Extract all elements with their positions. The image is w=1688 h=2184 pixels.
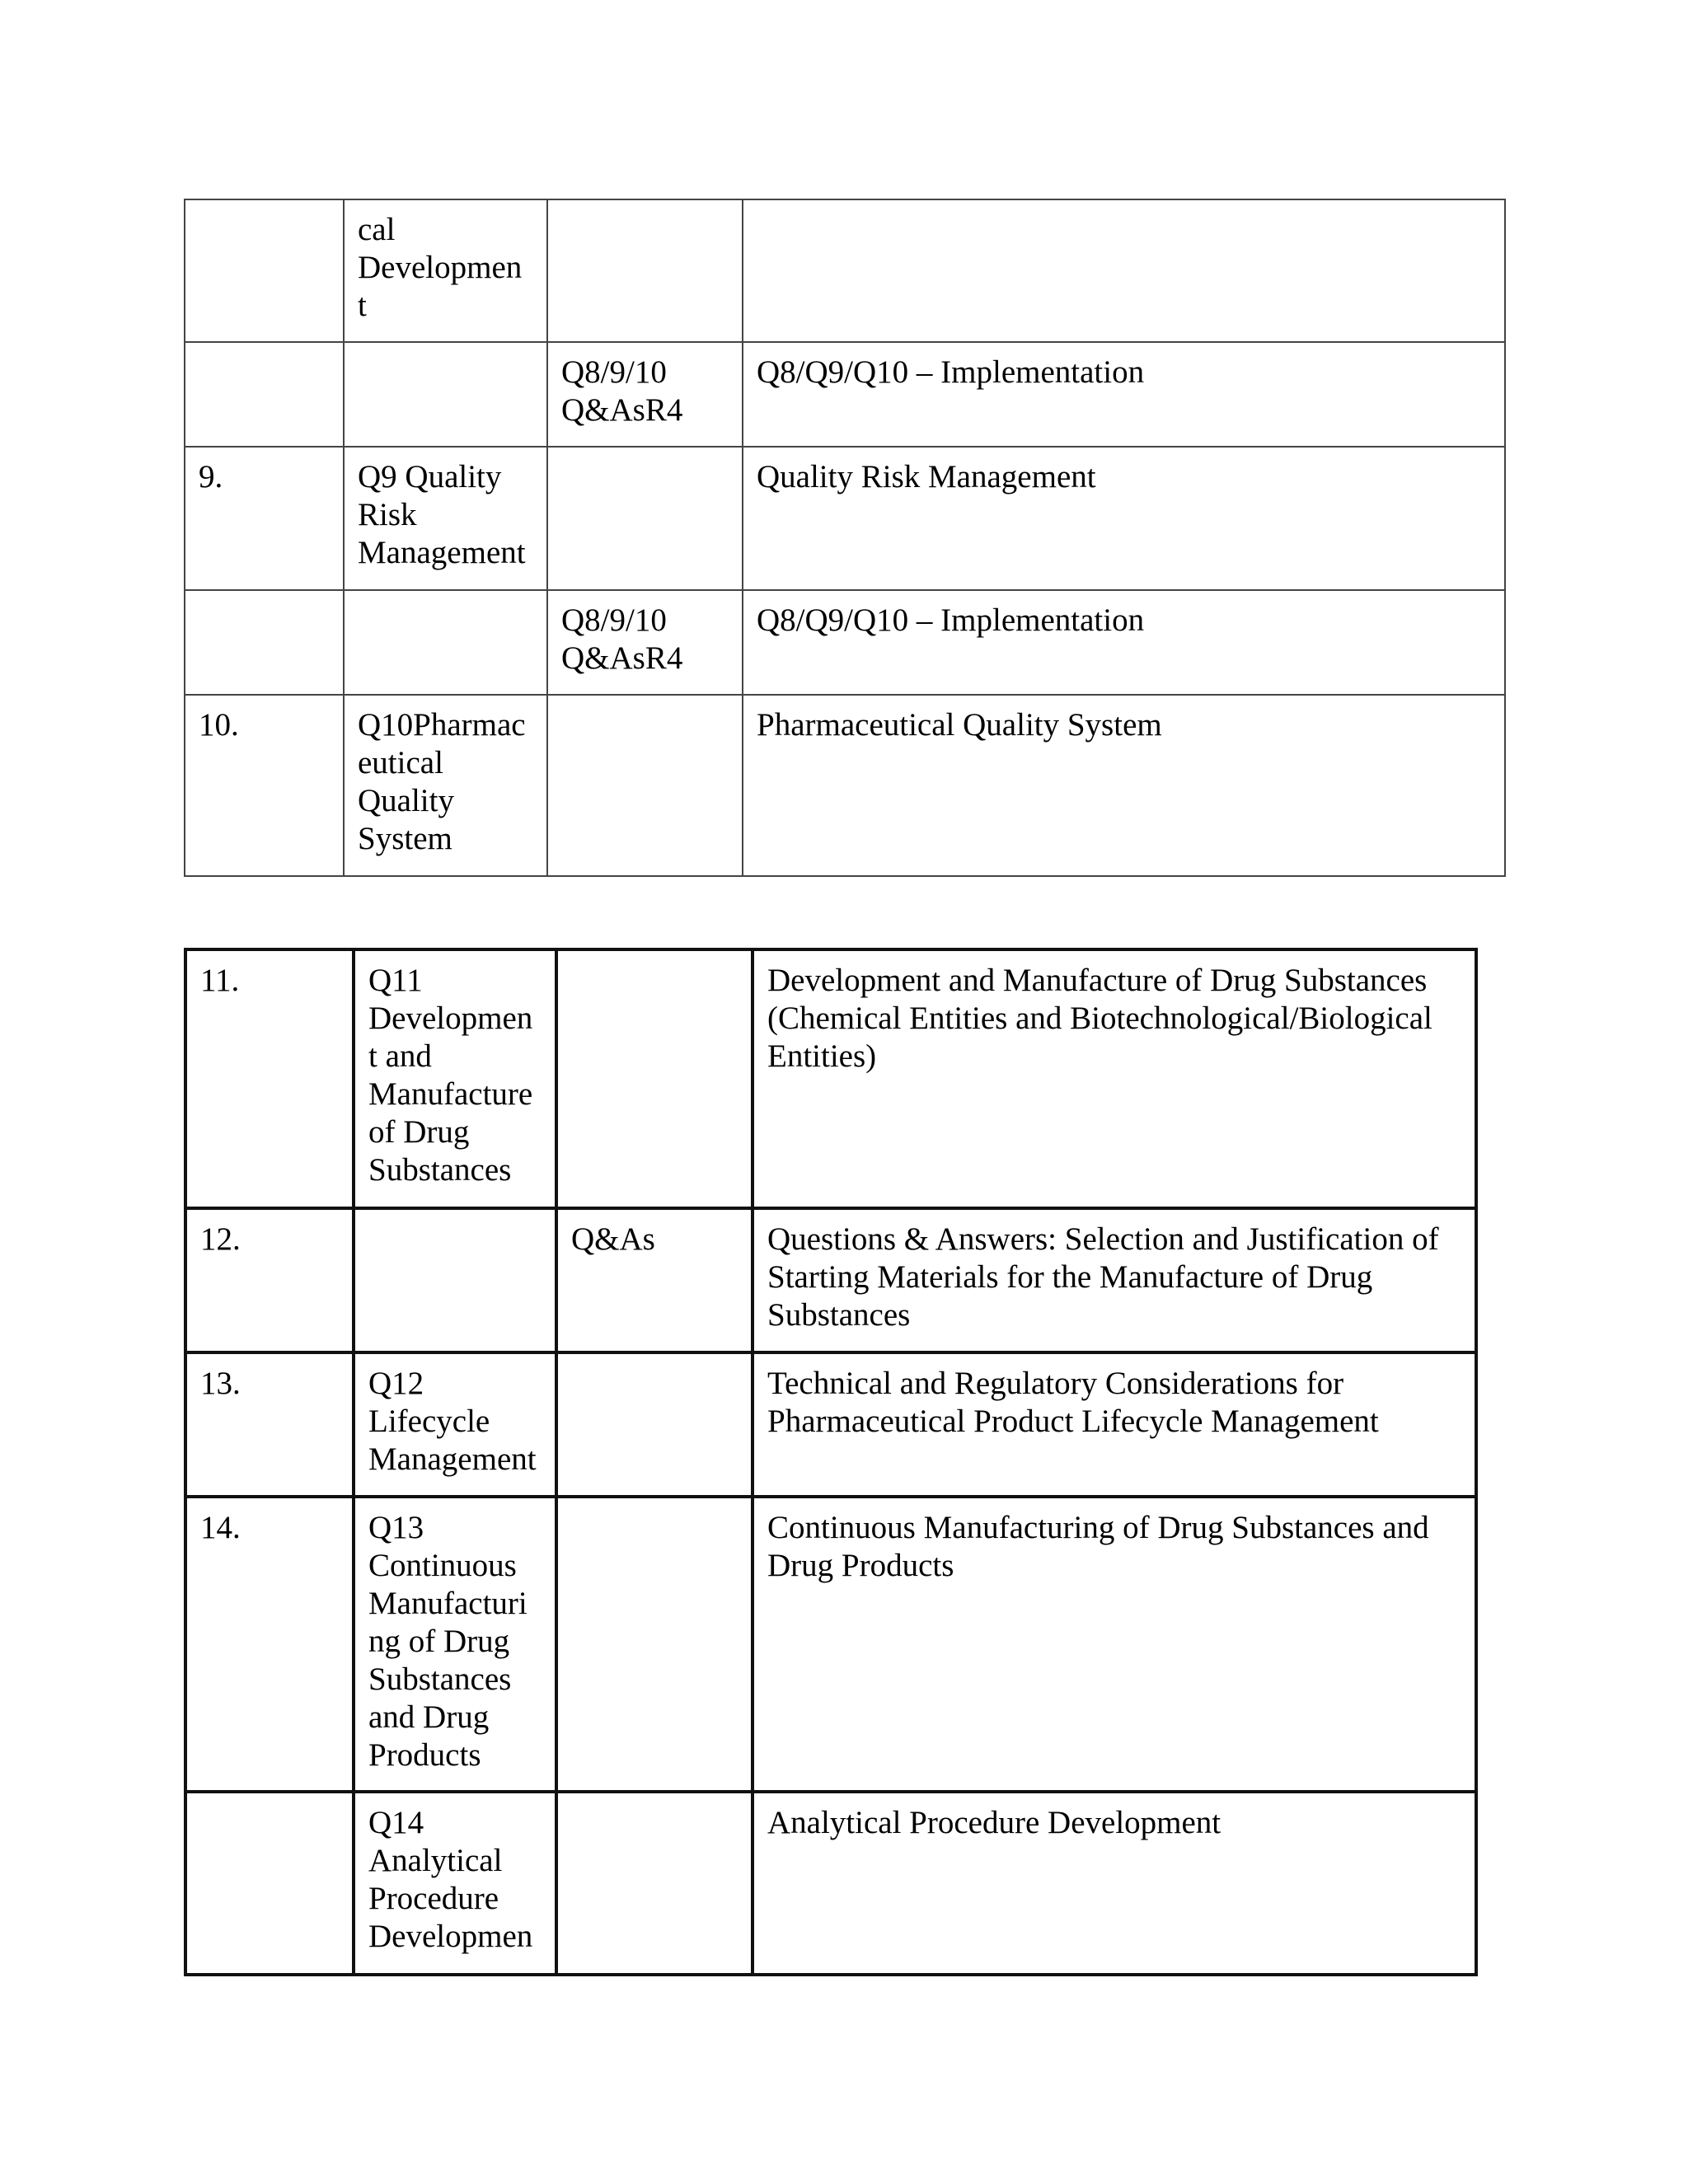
guideline-code-cell: [344, 590, 547, 695]
guideline-title-cell: [743, 199, 1505, 342]
guideline-code-cell: Q10Pharmac eutical Quality System: [344, 695, 547, 876]
serial-number-cell: 13.: [185, 1352, 354, 1497]
guideline-title-cell: Q8/Q9/Q10 – Implementation: [743, 342, 1505, 447]
table-row: [185, 1352, 1476, 1497]
table-row: [185, 342, 1505, 447]
serial-number-cell: [185, 590, 344, 695]
table-row: [185, 695, 1505, 876]
supplement-code-cell: [556, 949, 753, 1208]
supplement-code-cell: Q&As: [556, 1208, 753, 1352]
guideline-title-cell: Technical and Regulatory Considerations for Pharmaceutical Product Lifecycle Management: [753, 1352, 1476, 1497]
table-row: [185, 1792, 1476, 1975]
guideline-code-cell: Q13 Continuous Manufacturi ng of Drug Substances and Drug Products: [354, 1497, 556, 1792]
supplement-code-cell: [556, 1497, 753, 1792]
guideline-table-part-1: [184, 199, 1506, 877]
serial-number-cell: 9.: [185, 447, 344, 590]
guideline-code-cell: [354, 1208, 556, 1352]
guideline-code-cell: Q11 Developmen t and Manufacture of Drug Substances: [354, 949, 556, 1208]
table-row: [185, 590, 1505, 695]
guideline-title-cell: Analytical Procedure Development: [753, 1792, 1476, 1975]
table-row: [185, 199, 1505, 342]
serial-number-cell: [185, 199, 344, 342]
serial-number-cell: 11.: [185, 949, 354, 1208]
guideline-code-cell: [344, 342, 547, 447]
supplement-code-cell: [556, 1792, 753, 1975]
supplement-code-cell: [556, 1352, 753, 1497]
serial-number-cell: [185, 342, 344, 447]
supplement-code-cell: [547, 199, 743, 342]
supplement-code-cell: [547, 695, 743, 876]
serial-number-cell: 10.: [185, 695, 344, 876]
guideline-code-cell: cal Developmen t: [344, 199, 547, 342]
supplement-code-cell: [547, 447, 743, 590]
table-row: [185, 447, 1505, 590]
table-row: [185, 1208, 1476, 1352]
serial-number-cell: [185, 1792, 354, 1975]
serial-number-cell: 14.: [185, 1497, 354, 1792]
guideline-title-cell: Continuous Manufacturing of Drug Substances and Drug Products: [753, 1497, 1476, 1792]
guideline-title-cell: Development and Manufacture of Drug Substances (Chemical Entities and Biotechnological/Biological Entities): [753, 949, 1476, 1208]
guideline-code-cell: Q9 Quality Risk Management: [344, 447, 547, 590]
table-row: [185, 949, 1476, 1208]
guideline-table-part-2: [184, 948, 1478, 1976]
guideline-title-cell: Quality Risk Management: [743, 447, 1505, 590]
guideline-title-cell: Q8/Q9/Q10 – Implementation: [743, 590, 1505, 695]
serial-number-cell: 12.: [185, 1208, 354, 1352]
table-row: [185, 1497, 1476, 1792]
guideline-title-cell: Pharmaceutical Quality System: [743, 695, 1505, 876]
guideline-code-cell: Q12 Lifecycle Management: [354, 1352, 556, 1497]
guideline-title-cell: Questions & Answers: Selection and Justification of Starting Materials for the Manufacture of Drug Substances: [753, 1208, 1476, 1352]
guideline-code-cell: Q14 Analytical Procedure Developmen: [354, 1792, 556, 1975]
supplement-code-cell: Q8/9/10 Q&AsR4: [547, 342, 743, 447]
supplement-code-cell: Q8/9/10 Q&AsR4: [547, 590, 743, 695]
